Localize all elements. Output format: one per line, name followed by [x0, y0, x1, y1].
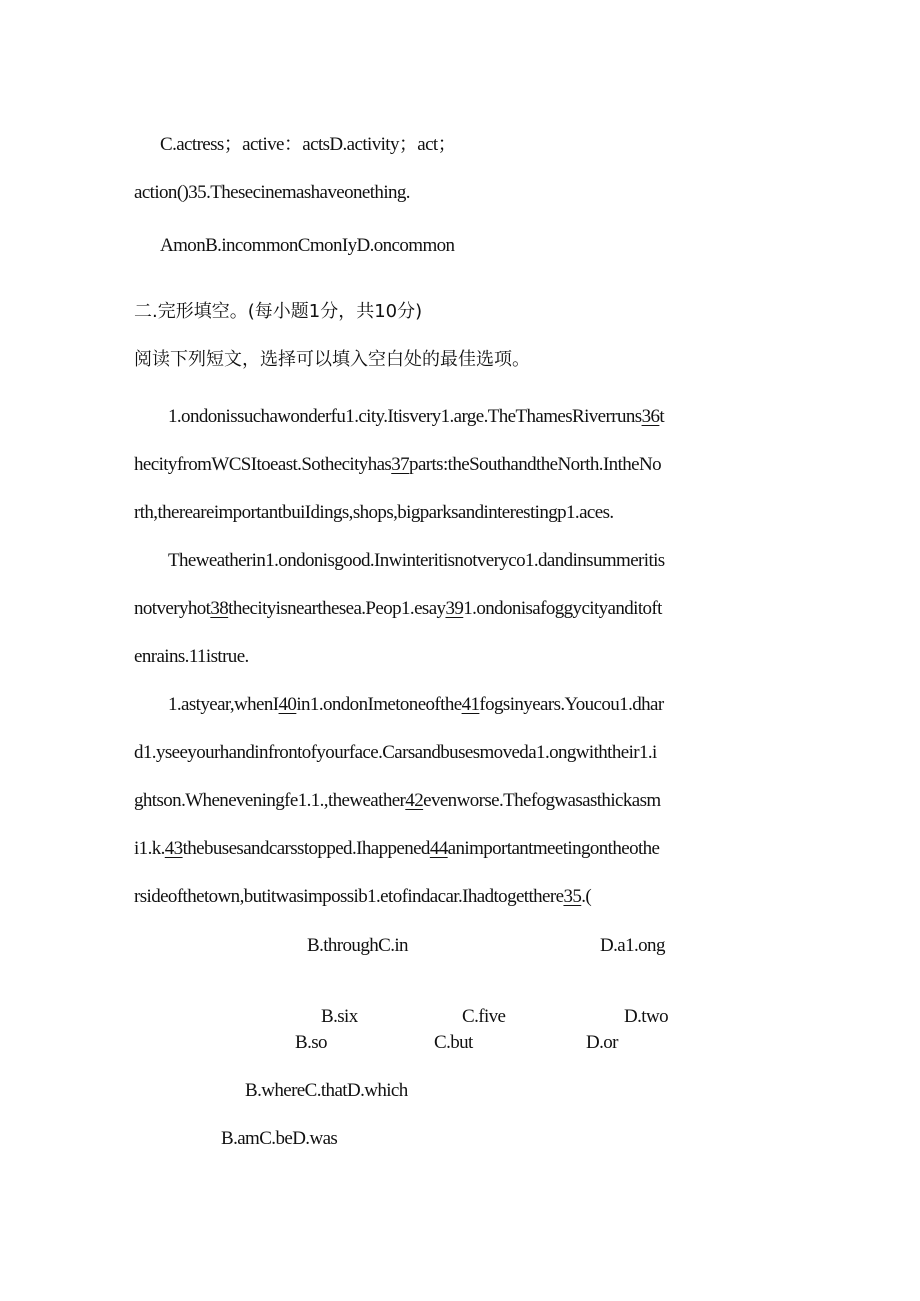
passage-line — [134, 453, 661, 477]
blank-36: 36 — [641, 406, 660, 427]
q38-option-d: D.or — [586, 1032, 618, 1053]
q38-option-b: B.so — [295, 1032, 327, 1053]
passage-text: rsideofthetown,butitwasimpossib1.etofindacar.Ihadtogetthere — [134, 886, 564, 907]
passage-text: thecityisnearthesea.Peop1.esay — [228, 598, 446, 619]
blank-40: 40 — [278, 694, 297, 715]
section-title: 二.完形填空。 — [134, 301, 248, 322]
passage-text: hecityfromWCSItoeast.Sothecityhas — [134, 454, 392, 475]
blank-43: 43 — [164, 838, 183, 859]
section-score: (每小题1分，共10分) — [247, 301, 423, 322]
blank-38: 38 — [210, 598, 229, 619]
passage-text: ghtson.Wheneveningfe1.1.,theweather — [134, 790, 406, 811]
passage-text: i1.k. — [134, 838, 165, 859]
passage-line — [168, 693, 664, 717]
passage-text: evenworse.Thefogwasasthickasm — [423, 790, 661, 811]
blank-42: 42 — [405, 790, 424, 811]
passage-line — [134, 885, 591, 909]
passage-line: d1.yseeyourhandinfrontofyourface.Carsandbusesmoveda1.ongwiththeir1.i — [134, 742, 657, 763]
blank-35: 35 — [563, 886, 582, 907]
q39-options: B.whereC.thatD.which — [245, 1080, 408, 1101]
passage-text: thebusesandcarsstopped.Ihappened — [182, 838, 430, 859]
passage-text: .( — [581, 886, 592, 907]
passage-line — [168, 405, 664, 429]
blank-41: 41 — [461, 694, 480, 715]
passage-line: enrains.11istrue. — [134, 646, 249, 667]
passage-line: rth,thereareimportantbuiIdings,shops,bigparksandinterestingp1.aces. — [134, 502, 614, 523]
q35-stem: action()35.Thesecinemashaveonething. — [134, 182, 410, 203]
blank-44: 44 — [429, 838, 448, 859]
q35-options: AmonB.incommonCmonIyD.oncommon — [160, 235, 455, 256]
q34-options-continued: C.actress；active：actsD.activity；act； — [160, 134, 457, 155]
q36-option-d: D.a1.ong — [600, 935, 665, 956]
q37-option-d: D.two — [624, 1006, 668, 1027]
passage-text: 1.astyear,whenI — [168, 694, 279, 715]
passage-text: 1.ondonisafoggycityanditoft — [463, 598, 662, 619]
q37-option-c: C.five — [462, 1006, 506, 1027]
passage-text: t — [659, 406, 665, 427]
passage-line — [134, 837, 659, 861]
section-instruction: 阅读下列短文，选择可以填入空白处的最佳选项。 — [134, 349, 530, 370]
passage-text: animportantmeetingontheothe — [447, 838, 660, 859]
blank-37: 37 — [391, 454, 410, 475]
section-heading — [134, 300, 422, 324]
passage-text: 1.ondonissuchawonderfu1.city.Itisvery1.arge.TheThamesRiverruns — [168, 406, 642, 427]
q36-options-bc: B.throughC.in — [307, 935, 408, 956]
q40-options: B.amC.beD.was — [221, 1128, 338, 1149]
q38-option-c: C.but — [434, 1032, 473, 1053]
passage-text: in1.ondonImetoneofthe — [296, 694, 462, 715]
q37-option-b: B.six — [321, 1006, 358, 1027]
passage-line — [134, 789, 661, 813]
passage-line — [134, 597, 662, 621]
passage-text: parts:theSouthandtheNorth.IntheNo — [409, 454, 661, 475]
blank-39: 39 — [445, 598, 464, 619]
passage-line: Theweatherin1.ondonisgood.Inwinteritisnotveryco1.dandinsummeritis — [168, 550, 665, 571]
passage-text: notveryhot — [134, 598, 211, 619]
passage-text: fogsinyears.Youcou1.dhar — [479, 694, 664, 715]
